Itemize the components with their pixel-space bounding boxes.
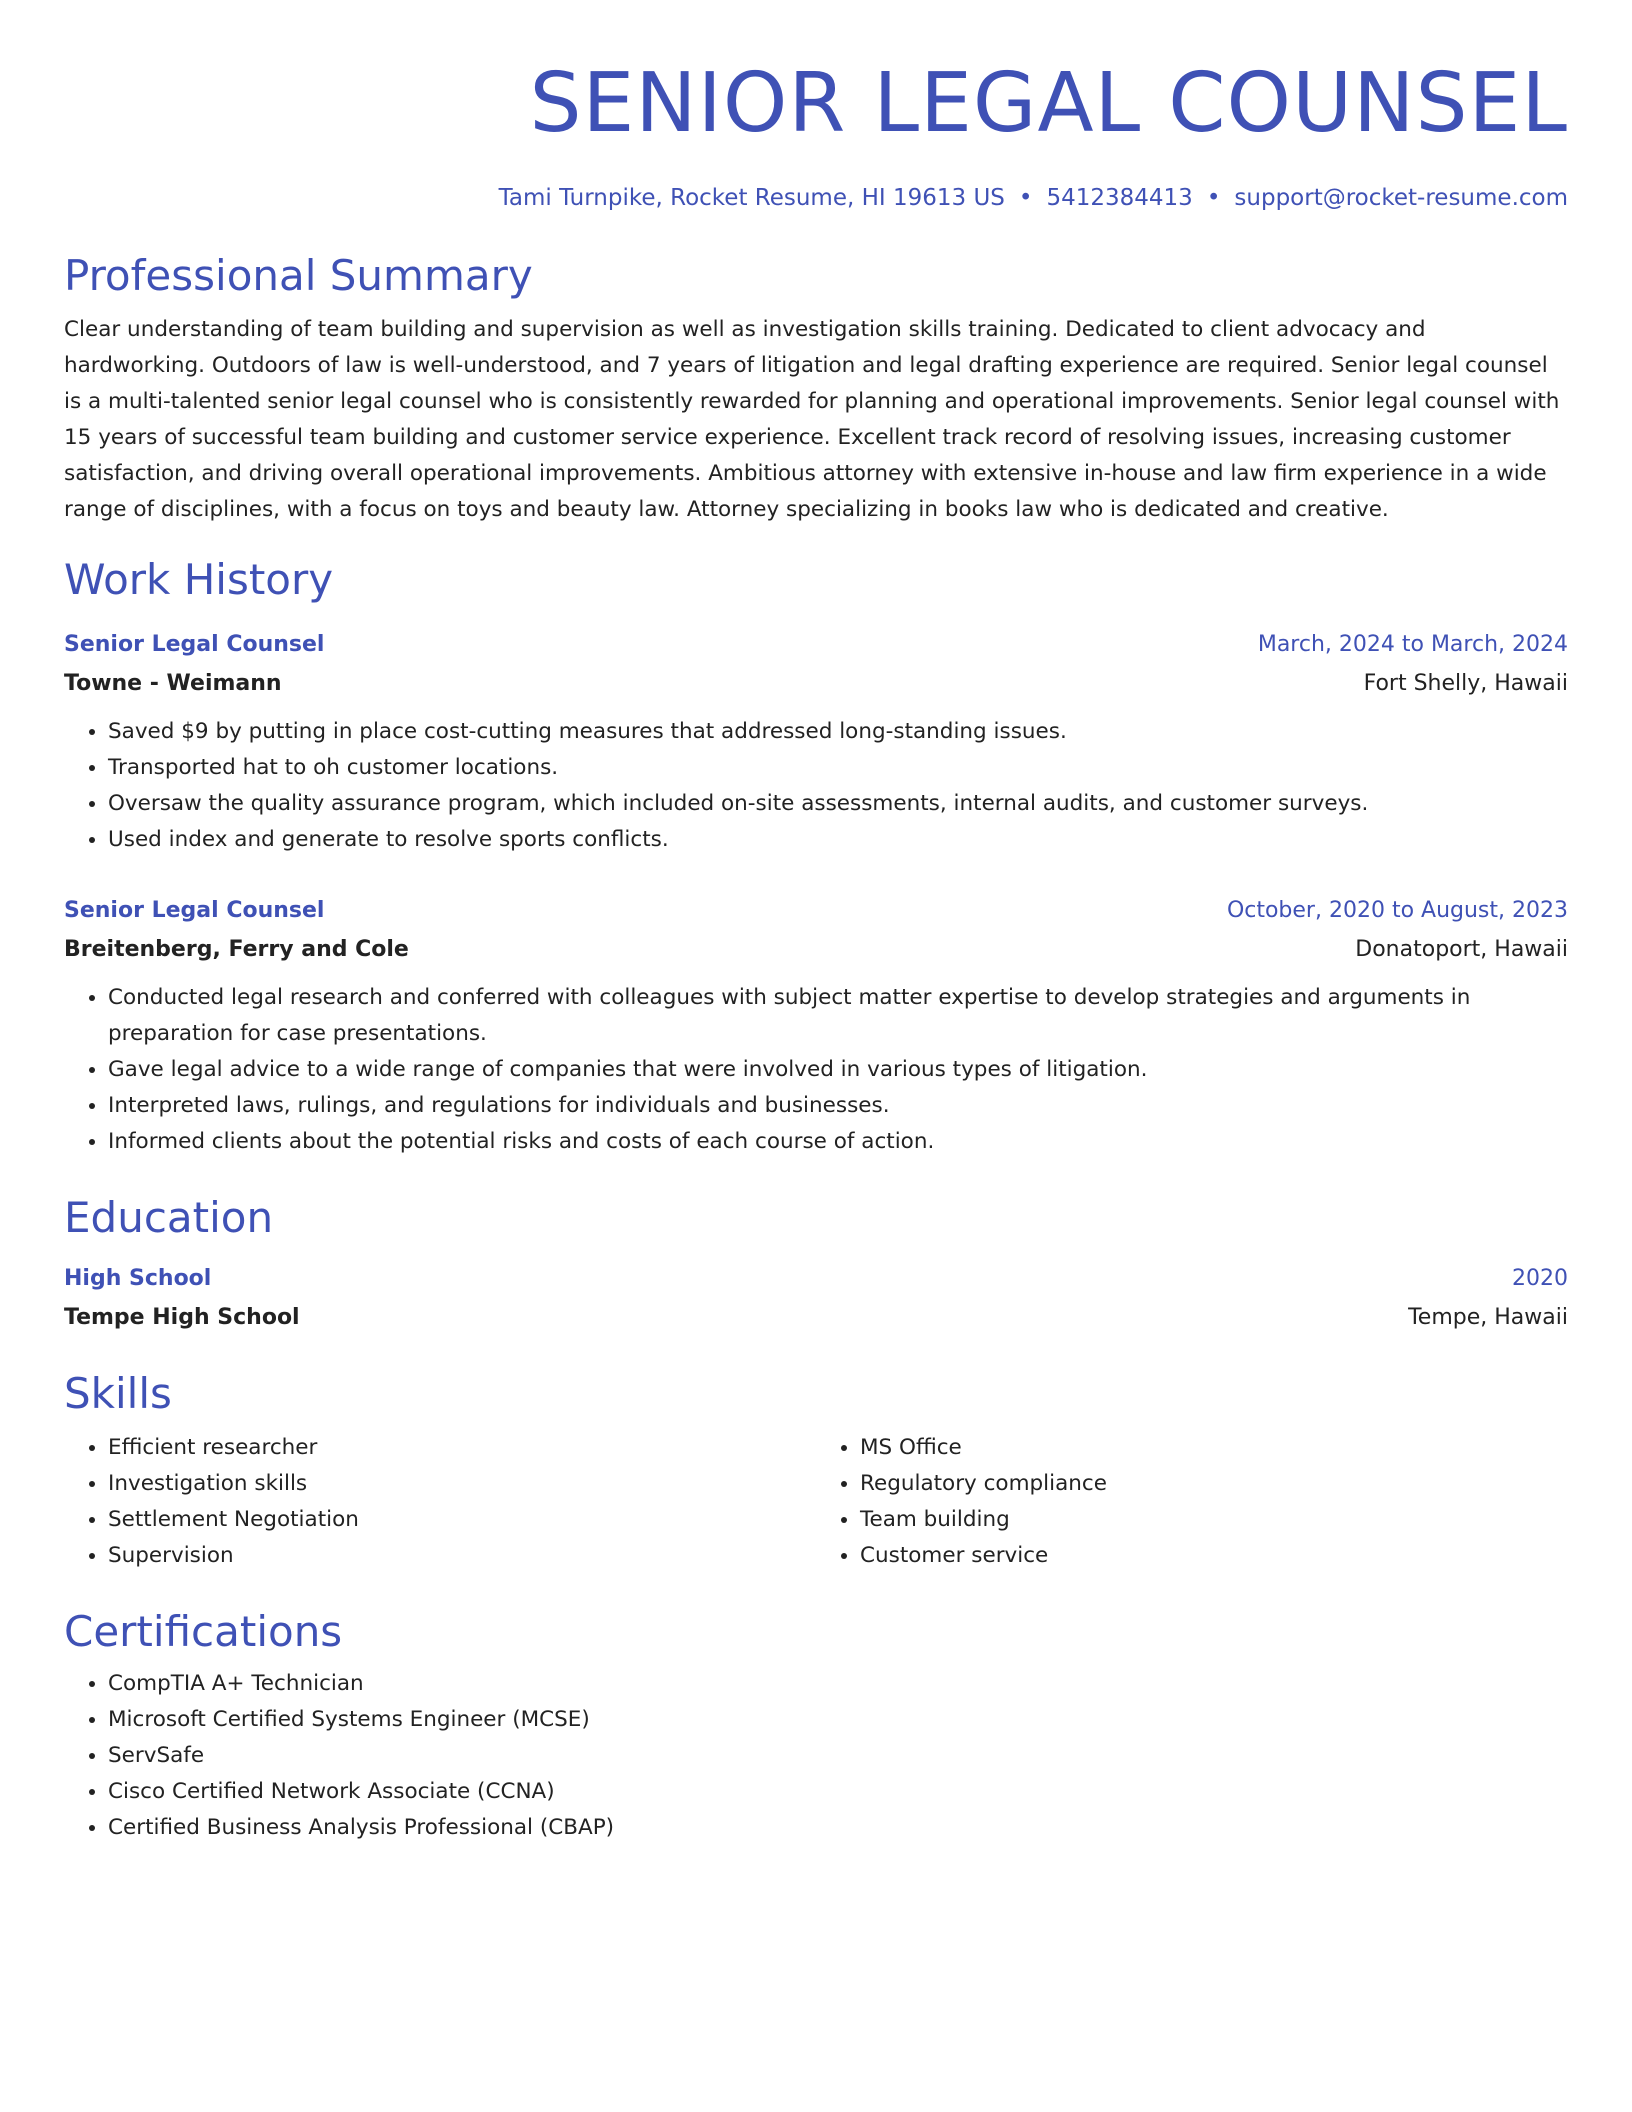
education-entry [64,1260,1568,1338]
job-company-row [64,664,1568,704]
certifications-section [64,1604,1568,1846]
section-heading: Certifications [64,1607,343,1656]
job-title: Senior Legal Counsel [64,632,325,657]
job-bullet: • Interpreted laws, rulings, and regulations for individuals and businesses. [108,1088,1568,1124]
job-company-row [64,930,1568,970]
skill-item: • Investigation skills [108,1466,816,1502]
certifications-list [64,1666,1568,1846]
certification-item: • Certified Business Analysis Professional (CBAP) [108,1810,1568,1846]
contact-line [64,182,1568,214]
job-entry [64,892,1568,1160]
resume-header [64,0,1568,214]
contact-separator: • [1018,185,1033,211]
resume-title: SENIOR LEGAL COUNSEL [529,56,1568,151]
skills-list-left [64,1430,816,1574]
job-bullet: • Conducted legal research and conferred with colleagues with subject matter expertise to develop strategies and arguments in preparation for case presentations. [108,980,1568,1052]
job-company: Towne - Weimann [64,671,282,696]
skill-item: • Efficient researcher [108,1430,816,1466]
job-location: Donatoport, Hawaii [1355,937,1568,962]
skills-section [64,1366,1568,1574]
job-entry [64,626,1568,858]
section-heading: Education [64,1193,274,1242]
certification-item: • ServSafe [108,1738,1568,1774]
summary-text: Clear understanding of team building and supervision as well as investigation skills training. Dedicated to client advocacy and hardworking. Outdoors of law is well-understood, and 7 years of litigation and legal drafting experience are required. Senior legal counsel is a multi-talented senior legal counsel who is consistently rewarded for planning and operational improvements. Senior legal counsel with 15 years of successful team building and customer service experience. Excellent track record of resolving issues, increasing customer satisfaction, and driving overall operational improvements. Ambitious attorney with extensive in-house and law firm experience in a wide range of disciplines, with a focus on toys and beauty law. Attorney specializing in books law who is dedicated and creative. [64,317,1560,522]
job-bullet: • Transported hat to oh customer locations. [108,750,1568,786]
job-location: Fort Shelly, Hawaii [1363,671,1568,696]
job-bullets [64,980,1568,1160]
job-dates: March, 2024 to March, 2024 [1257,632,1568,657]
skill-item: • Team building [860,1502,1568,1538]
job-bullet: • Gave legal advice to a wide range of companies that were involved in various types of litigation. [108,1052,1568,1088]
section-heading: Skills [64,1369,172,1418]
contact-address: Tami Turnpike, Rocket Resume, HI 19613 US [498,185,1005,211]
job-bullet: • Saved $9 by putting in place cost-cutting measures that addressed long-standing issues. [108,714,1568,750]
education-school-row [64,1298,1568,1338]
job-dates: October, 2020 to August, 2023 [1226,898,1568,923]
education-year: 2020 [1512,1266,1568,1291]
contact-phone: 5412384413 [1046,185,1193,211]
job-title: Senior Legal Counsel [64,898,325,923]
job-bullet: • Used index and generate to resolve sports conflicts. [108,822,1568,858]
certification-item: • Cisco Certified Network Associate (CCNA) [108,1774,1568,1810]
education-header-row [64,1260,1568,1298]
professional-summary-section [64,248,1568,528]
job-bullet: • Oversaw the quality assurance program, which included on-site assessments, internal audits, and customer surveys. [108,786,1568,822]
section-heading: Professional Summary [64,251,533,300]
skills-list-right [816,1430,1568,1574]
contact-separator: • [1206,185,1221,211]
certification-item: • Microsoft Certified Systems Engineer (MCSE) [108,1702,1568,1738]
job-header-row [64,626,1568,664]
section-heading: Work History [64,555,334,604]
job-bullets [64,714,1568,858]
contact-email: support@rocket-resume.com [1234,185,1568,211]
work-history-section [64,552,1568,1160]
skill-item: • Customer service [860,1538,1568,1574]
skills-columns [64,1430,1568,1574]
skill-item: • MS Office [860,1430,1568,1466]
job-bullet: • Informed clients about the potential risks and costs of each course of action. [108,1124,1568,1160]
skill-item: • Regulatory compliance [860,1466,1568,1502]
education-degree: High School [64,1266,212,1291]
education-section [64,1190,1568,1338]
education-school: Tempe High School [64,1305,300,1330]
education-location: Tempe, Hawaii [1408,1305,1568,1330]
job-header-row [64,892,1568,930]
certification-item: • CompTIA A+ Technician [108,1666,1568,1702]
skill-item: • Settlement Negotiation [108,1502,816,1538]
skill-item: • Supervision [108,1538,816,1574]
job-company: Breitenberg, Ferry and Cole [64,937,409,962]
